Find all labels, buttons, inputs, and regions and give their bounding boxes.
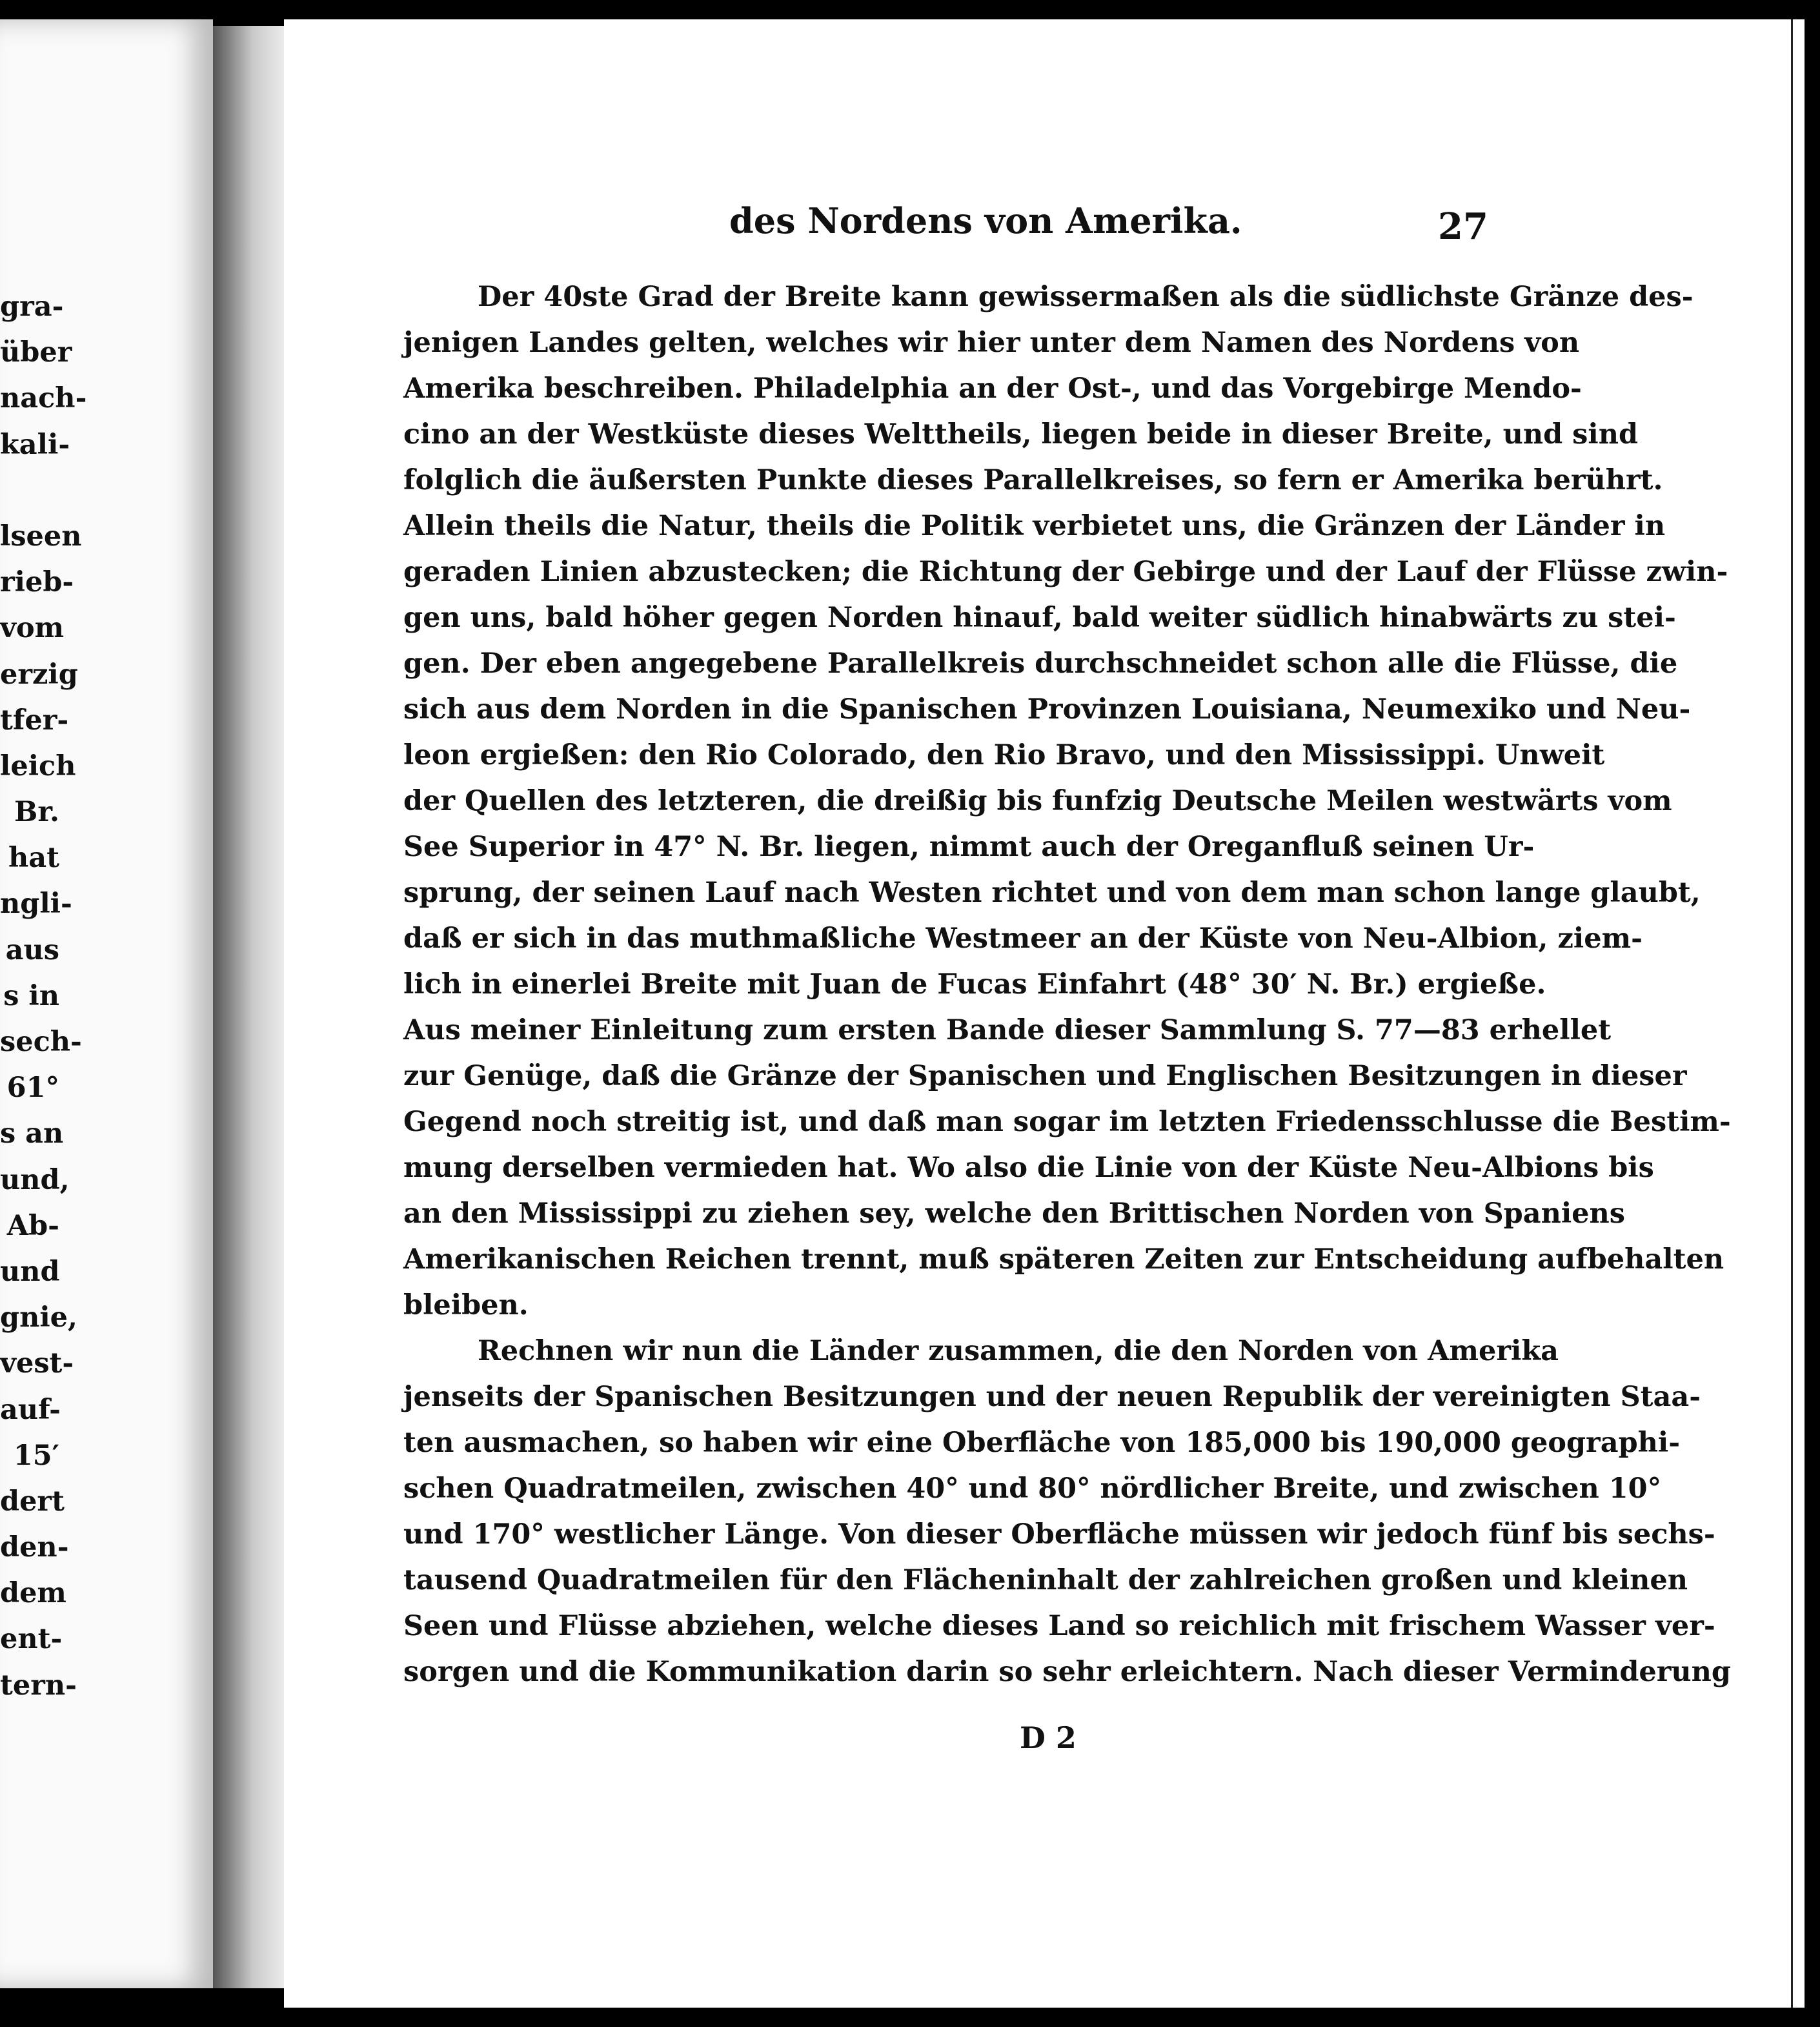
paragraph xyxy=(403,1329,1731,1695)
left-line-fragment: gnie, xyxy=(0,1301,77,1334)
text-line: Aus meiner Einleitung zum ersten Bande dieser Sammlung S. 77—83 erhellet xyxy=(403,1014,1612,1046)
signature-mark: D 2 xyxy=(1020,1720,1077,1755)
left-line-fragment: tfer- xyxy=(0,704,69,737)
text-line: folglich die äußersten Punkte dieses Parallelkreises, so fern er Amerika berührt. xyxy=(403,464,1663,496)
running-head: des Nordens von Amerika. xyxy=(729,200,1242,241)
text-line: mung derselben vermieden hat. Wo also die Linie von der Küste Neu-Albions bis xyxy=(403,1152,1654,1184)
left-line-fragment: dert xyxy=(0,1485,65,1518)
text-line: lich in einerlei Breite mit Juan de Fucas Einfahrt (48° 30′ N. Br.) ergieße. xyxy=(403,968,1546,1001)
text-line: an den Mississippi zu ziehen sey, welche den Brittischen Norden von Spaniens xyxy=(403,1197,1626,1230)
left-line-fragment: gra- xyxy=(0,290,64,323)
page-edge xyxy=(1791,19,1805,2008)
left-line-fragment: tern- xyxy=(0,1669,77,1702)
left-line-fragment: vest- xyxy=(0,1347,74,1380)
text-line: gen. Der eben angegebene Parallelkreis durchschneidet schon alle die Flüsse, die xyxy=(403,647,1678,680)
text-line: Amerika beschreiben. Philadelphia an der Ost-, und das Vorgebirge Mendo- xyxy=(403,372,1582,405)
left-page xyxy=(0,19,213,1988)
text-line: Gegend noch streitig ist, und daß man sogar im letzten Friedensschlusse die Bestim- xyxy=(403,1106,1731,1138)
text-line: sorgen und die Kommunikation darin so sehr erleichtern. Nach dieser Verminderung xyxy=(403,1656,1731,1688)
left-line-fragment: lseen xyxy=(0,520,82,553)
text-line: Seen und Flüsse abziehen, welche dieses Land so reichlich mit frischem Wasser ver- xyxy=(403,1610,1715,1642)
book-gutter xyxy=(213,26,284,1988)
text-line: Amerikanischen Reichen trennt, muß späteren Zeiten zur Entscheidung aufbehalten xyxy=(403,1243,1724,1276)
text-line: jenseits der Spanischen Besitzungen und der neuen Republik der vereinigten Staa- xyxy=(403,1381,1701,1413)
paragraph xyxy=(403,274,1731,1329)
text-line: zur Genüge, daß die Gränze der Spanischen und Englischen Besitzungen in dieser xyxy=(403,1060,1687,1092)
text-line: bleiben. xyxy=(403,1289,529,1321)
left-line-fragment: und xyxy=(0,1255,60,1288)
left-line-fragment: erzig xyxy=(0,658,78,691)
left-line-fragment: über xyxy=(0,336,72,369)
text-line: und 170° westlicher Länge. Von dieser Oberfläche müssen wir jedoch fünf bis sechs- xyxy=(403,1518,1715,1551)
left-line-fragment: vom xyxy=(0,612,65,645)
left-line-fragment: sech- xyxy=(0,1026,82,1058)
left-line-fragment: leich xyxy=(0,749,76,782)
left-line-fragment: Ab- xyxy=(6,1209,59,1242)
left-line-fragment: und, xyxy=(0,1163,70,1196)
text-line: gen uns, bald höher gegen Norden hinauf, bald weiter südlich hinabwärts zu stei- xyxy=(403,602,1676,634)
text-line: Der 40ste Grad der Breite kann gewissermaßen als die südlichste Gränze des- xyxy=(478,281,1694,313)
left-line-fragment: s in xyxy=(3,979,59,1012)
left-line-fragment: 61° xyxy=(6,1072,59,1105)
left-line-fragment: kali- xyxy=(0,428,70,461)
text-line: sich aus dem Norden in die Spanischen Provinzen Louisiana, Neumexiko und Neu- xyxy=(403,693,1691,726)
left-line-fragment: auf- xyxy=(0,1393,61,1426)
left-line-fragment xyxy=(0,468,59,514)
text-line: Allein theils die Natur, theils die Politik verbietet uns, die Gränzen der Länder in xyxy=(403,510,1666,542)
text-line: der Quellen des letzteren, die dreißig bis funfzig Deutsche Meilen westwärts vom xyxy=(403,785,1672,817)
left-line-fragment: aus xyxy=(5,933,59,966)
text-line: ten ausmachen, so haben wir eine Oberfläche von 185,000 bis 190,000 geographi- xyxy=(403,1427,1681,1459)
left-line-fragment: 15′ xyxy=(13,1439,59,1472)
left-line-fragment: den- xyxy=(0,1531,69,1564)
left-line-fragment: Br. xyxy=(14,796,59,829)
body-text xyxy=(403,274,1731,1695)
text-line: tausend Quadratmeilen für den Flächeninhalt der zahlreichen großen und kleinen xyxy=(403,1564,1688,1596)
left-page-line-fragments xyxy=(0,284,87,1709)
left-line-fragment: rieb- xyxy=(0,566,74,599)
text-line: sprung, der seinen Lauf nach Westen richtet und von dem man schon lange glaubt, xyxy=(403,877,1701,909)
text-line: daß er sich in das muthmaßliche Westmeer an der Küste von Neu-Albion, ziem- xyxy=(403,922,1643,955)
left-line-fragment: ngli- xyxy=(0,888,72,921)
left-line-fragment: dem xyxy=(0,1577,66,1610)
text-line: leon ergießen: den Rio Colorado, den Rio Bravo, und den Mississippi. Unweit xyxy=(403,739,1605,771)
page-number: 27 xyxy=(1438,205,1488,248)
left-line-fragment: nach- xyxy=(0,382,87,415)
text-line: geraden Linien abzustecken; die Richtung der Gebirge und der Lauf der Flüsse zwin- xyxy=(403,556,1728,588)
left-line-fragment: ent- xyxy=(0,1623,63,1656)
left-line-fragment: s an xyxy=(0,1117,64,1150)
text-line: cino an der Westküste dieses Welttheils, liegen beide in dieser Breite, und sind xyxy=(403,418,1639,451)
left-line-fragment: hat xyxy=(8,842,59,875)
text-line: Rechnen wir nun die Länder zusammen, die den Norden von Amerika xyxy=(478,1335,1559,1367)
text-line: schen Quadratmeilen, zwischen 40° und 80° nördlicher Breite, und zwischen 10° xyxy=(403,1472,1662,1505)
text-line: jenigen Landes gelten, welches wir hier unter dem Namen des Nordens von xyxy=(403,327,1580,359)
text-line: See Superior in 47° N. Br. liegen, nimmt auch der Oreganfluß seinen Ur- xyxy=(403,831,1535,863)
